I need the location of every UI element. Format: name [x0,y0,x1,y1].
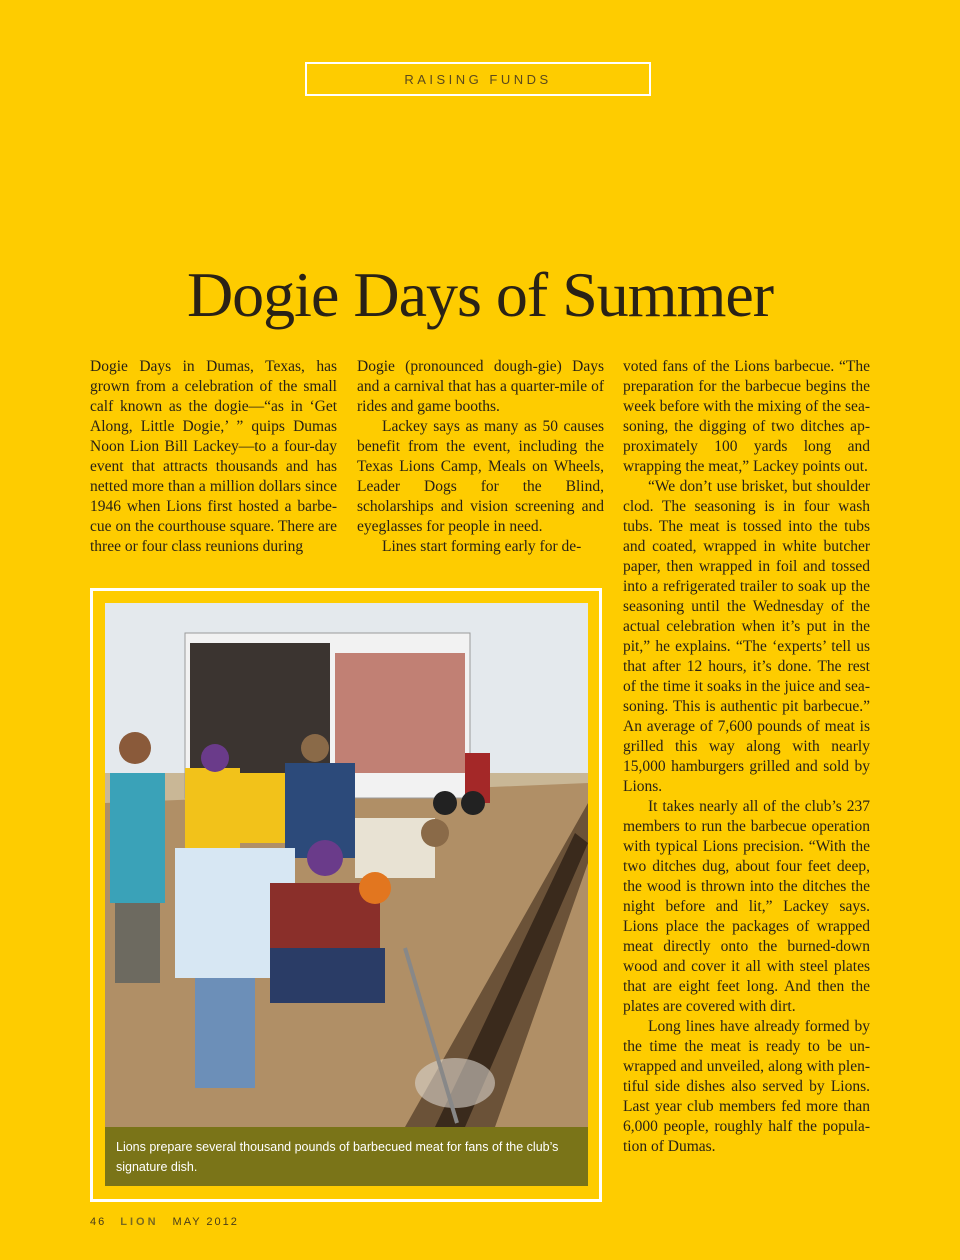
paragraph: Dogie (pronounced dough-gie) Days and a carnival that has a quarter-mile of rides and game booths. [357,358,604,415]
paragraph: Long lines have already formed by the time the meat is ready to be unwrapped and unveiled, along with plentiful side dishes also served by Lions. Last year club members fed more than 6,000 people, roughly half the population of Dumas. [623,1018,870,1155]
paragraph: Dogie Days in Dumas, Texas, has grown from a celebration of the small calf known as the dogie—“as in ‘Get Along, Little Dogie,’ ” quips Dumas Noon Lion Bill Lackey—to a four-day event that attracts thousands and has netted more than a million dollars since 1946 when Lions first hosted a barbecue on the courthouse square. There are three or four class reunions during [90,358,337,555]
issue-date: MAY 2012 [172,1216,239,1228]
photo-caption: Lions prepare several thousand pounds of barbecued meat for fans of the club’s signature dish. [105,1127,588,1186]
barbecue-pit-photo [105,603,588,1127]
paragraph: Lines start forming early for de- [382,538,582,555]
paragraph: “We don’t use brisket, but shoulder clod. The seasoning is in four wash tubs. The meat is tossed into the tubs and coated, wrapped in white butcher paper, then wrapped in foil and tossed into a refrigerated trailer to soak up the seasoning until the Wednesday of the actual celebration when it’s put in the pit,” he explains. “The ‘experts’ tell us that after 12 hours, it’s done. The rest of the time it soaks in the juice and seasoning. This is authentic pit barbecue.” An average of 7,600 pounds of meat is grilled this way along with nearly 15,000 hamburgers grilled and sold by Lions. [623,478,870,795]
magazine-brand: LION [120,1216,159,1228]
article-column-3 [623,357,870,1157]
paragraph: voted fans of the Lions barbecue. “The preparation for the barbecue begins the week before with the mixing of the seasoning, the digging of two ditches approximately 100 yards long and wrapping the meat,” Lackey points out. [623,358,870,475]
page-number: 46 [90,1216,107,1228]
section-label: RAISING FUNDS [305,62,651,96]
article-column-1 [90,357,337,557]
page-footer [90,1216,239,1228]
paragraph: Lackey says as many as 50 causes benefit from the event, including the Texas Lions Camp, Meals on Wheels, Leader Dogs for the Blind, scholarships and vision screening and eyeglasses for people in need. [357,418,604,535]
paragraph: It takes nearly all of the club’s 237 members to run the barbecue operation with typical Lions precision. “With the two ditches dug, about four feet deep, the wood is thrown into the ditches the night before and lit,” Lackey says. Lions place the packages of wrapped meat directly onto the burned-down wood and cover it all with steel plates that are eight feet long. And then the plates are covered with dirt. [623,798,870,1015]
article-title: Dogie Days of Summer [186,259,774,330]
article-column-2 [357,357,604,557]
